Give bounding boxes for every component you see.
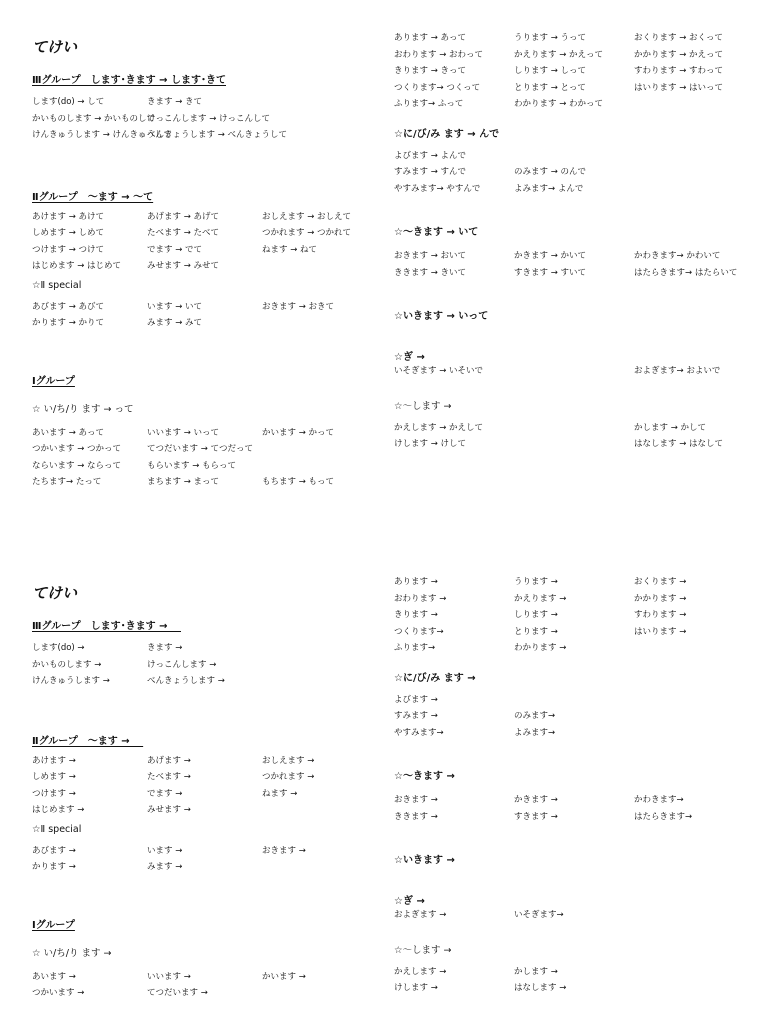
verb-row xyxy=(394,148,754,165)
verb-conjugation: おきます → おきて xyxy=(262,301,335,312)
verb-conjugation: とります → とって xyxy=(514,82,586,93)
verb-conjugation: かわきます→ xyxy=(634,795,684,805)
verb-row xyxy=(394,809,754,826)
verb-row xyxy=(394,436,754,453)
verb-conjugation xyxy=(262,673,377,690)
verb-row xyxy=(394,964,754,981)
shimasu-label: ☆～します → xyxy=(394,944,452,956)
verb-conjugation: します(do) → xyxy=(32,643,85,653)
verb-conjugation: ならいます → ならって xyxy=(32,460,122,471)
verb-conjugation: あげます → xyxy=(147,755,191,766)
verb-row xyxy=(32,441,377,458)
verb-conjugation: あいます → xyxy=(32,971,76,982)
verb-row xyxy=(32,458,377,475)
verb-conjugation: いいます → xyxy=(147,971,191,982)
group1-heading: Ⅰグループ xyxy=(32,919,75,931)
verb-row xyxy=(394,907,754,924)
verb-conjugation: します(do) → して xyxy=(32,97,105,107)
verb-conjugation: ふります→ ふって xyxy=(394,99,464,109)
verb-conjugation: すみます → すんで xyxy=(394,167,467,177)
verb-conjugation: はいります → xyxy=(634,626,687,637)
verb-conjugation: よみます→ xyxy=(514,727,556,738)
blank-right-column xyxy=(394,570,754,997)
verb-conjugation: おわります → xyxy=(394,593,447,604)
ikimasu-heading: ☆いきます → xyxy=(394,855,455,866)
verb-conjugation: みせます → xyxy=(147,805,191,815)
verb-conjugation: しります → しって xyxy=(514,66,587,76)
group3-rows xyxy=(32,94,377,144)
verb-conjugation: つかいます → つかって xyxy=(32,444,122,454)
verb-conjugation: おきます → xyxy=(262,845,306,856)
verb-row xyxy=(32,969,377,986)
verb-conjugation: かいものします → xyxy=(32,659,102,670)
verb-conjugation: つかれます → つかれて xyxy=(262,228,352,238)
page-title: てけい xyxy=(32,38,78,56)
verb-conjugation xyxy=(634,148,754,165)
verb-row xyxy=(394,574,754,591)
verb-row xyxy=(32,225,377,242)
verb-row xyxy=(32,802,377,819)
verb-conjugation: はたらきます→ はたらいて xyxy=(634,267,738,278)
verb-conjugation: よびます → よんで xyxy=(394,150,467,161)
verb-conjugation: わかります → わかって xyxy=(514,99,604,109)
ni-bi-mi-rows xyxy=(394,148,754,198)
verb-conjugation xyxy=(262,802,377,819)
verb-conjugation: わかります → xyxy=(514,643,567,653)
verb-conjugation: かします → xyxy=(514,966,558,977)
verb-row xyxy=(32,299,377,316)
ni-bi-mi-rows xyxy=(394,692,754,742)
ni-bi-mi-heading: ☆に/び/み ます → んで xyxy=(394,128,500,140)
ri-verbs-rows xyxy=(394,30,754,113)
verb-conjugation xyxy=(634,964,754,981)
group1-heading: Ⅰグループ xyxy=(32,375,75,387)
verb-row xyxy=(394,248,754,265)
verb-conjugation: すわります → すわって xyxy=(634,66,723,76)
ri-verbs-rows xyxy=(394,574,754,657)
verb-conjugation: でます → でて xyxy=(147,244,203,255)
verb-row xyxy=(32,258,377,275)
verb-conjugation: およぎます → xyxy=(394,910,447,920)
verb-conjugation: かります → xyxy=(32,862,76,872)
verb-conjugation: あびます → xyxy=(32,845,76,856)
verb-row xyxy=(32,425,377,442)
gi-heading: ☆ぎ → xyxy=(394,352,425,363)
group2-heading: Ⅱグループ ～ます → ～て xyxy=(32,191,154,203)
verb-conjugation xyxy=(262,258,377,275)
verb-row xyxy=(32,474,377,491)
verb-conjugation: かえします → かえして xyxy=(394,422,484,433)
verb-row xyxy=(32,673,377,690)
verb-row xyxy=(394,708,754,725)
verb-conjugation xyxy=(634,181,754,198)
verb-row xyxy=(394,725,754,742)
verb-conjugation: みます → xyxy=(147,862,183,872)
verb-conjugation: かいものします → かいものして xyxy=(32,113,156,124)
verb-row xyxy=(32,786,377,803)
verb-row xyxy=(394,980,754,997)
verb-conjugation: かかります → xyxy=(634,593,687,604)
verb-conjugation: しめます → しめて xyxy=(32,228,105,238)
verb-conjugation: かいます → xyxy=(262,971,306,982)
group1-rule: ☆ い/ち/り ます → って xyxy=(32,403,134,415)
verb-conjugation xyxy=(634,96,754,113)
verb-conjugation: おしえます → おしえて xyxy=(262,211,352,222)
verb-conjugation: もちます → もって xyxy=(262,477,335,487)
verb-conjugation: けんきゅうします → けんきゅうして xyxy=(32,130,173,140)
verb-conjugation: あびます → あびて xyxy=(32,301,105,312)
group3-heading: Ⅲグループ します･きます → xyxy=(32,621,181,632)
verb-conjugation: つけます → つけて xyxy=(32,244,105,255)
blank-left-column xyxy=(32,570,377,1002)
ki-rows xyxy=(394,792,754,825)
verb-conjugation: あります → あって xyxy=(394,33,466,43)
verb-conjugation: けします → けして xyxy=(394,439,467,449)
verb-row xyxy=(32,127,377,144)
verb-row xyxy=(394,591,754,608)
verb-conjugation xyxy=(634,725,754,742)
verb-conjugation: はじめます → xyxy=(32,805,85,815)
verb-row xyxy=(394,164,754,181)
verb-conjugation: みます → みて xyxy=(147,318,203,328)
verb-conjugation: みせます → みせて xyxy=(147,261,220,271)
ki-rows xyxy=(394,248,754,281)
verb-conjugation: はたらきます→ xyxy=(634,811,693,822)
verb-row xyxy=(32,657,377,674)
verb-conjugation: やすみます→ やすんで xyxy=(394,183,481,194)
group2-special-label: ☆Ⅱ special xyxy=(32,823,82,835)
verb-conjugation: かえります → かえって xyxy=(514,49,604,60)
verb-conjugation: つくります→ つくって xyxy=(394,82,481,93)
verb-conjugation: ききます → きいて xyxy=(394,267,467,278)
verb-conjugation: ねます → xyxy=(262,788,298,799)
ki-heading: ☆～きます → xyxy=(394,771,455,782)
verb-row xyxy=(394,607,754,624)
verb-row xyxy=(394,181,754,198)
verb-row xyxy=(32,209,377,226)
verb-conjugation: あけます → xyxy=(32,755,76,766)
verb-conjugation: まちます → まって xyxy=(147,477,220,487)
verb-row xyxy=(394,96,754,113)
verb-row xyxy=(394,692,754,709)
verb-conjugation: かえします → xyxy=(394,966,447,977)
verb-conjugation: はいります → はいって xyxy=(634,82,724,93)
group2-special-label: ☆Ⅱ special xyxy=(32,279,82,291)
verb-row xyxy=(32,94,377,111)
verb-conjugation: かきます → かいて xyxy=(514,251,587,261)
verb-conjugation: とります → xyxy=(514,626,558,637)
ki-heading: ☆～きます → いて xyxy=(394,227,479,238)
gi-rows xyxy=(394,363,754,380)
verb-conjugation xyxy=(262,315,377,332)
verb-conjugation xyxy=(634,980,754,997)
verb-conjugation xyxy=(262,985,377,1002)
verb-row xyxy=(32,843,377,860)
verb-conjugation xyxy=(634,164,754,181)
verb-conjugation xyxy=(634,708,754,725)
verb-conjugation xyxy=(262,111,377,128)
answer-left-column xyxy=(32,0,377,491)
verb-conjugation: あけます → あけて xyxy=(32,211,105,222)
group1-rule: ☆ い/ち/り ます → xyxy=(32,947,112,959)
group2-rows xyxy=(32,209,377,275)
verb-conjugation: はなします → xyxy=(514,983,567,993)
verb-conjugation: います → いて xyxy=(147,301,203,312)
verb-row xyxy=(394,80,754,97)
verb-row xyxy=(394,420,754,437)
verb-conjugation xyxy=(634,692,754,709)
verb-conjugation xyxy=(262,859,377,876)
group2-special-rows xyxy=(32,299,377,332)
group1-rows xyxy=(32,425,377,491)
verb-conjugation: およぎます→ およいで xyxy=(634,366,721,376)
verb-conjugation: きます → きて xyxy=(147,97,203,107)
verb-row xyxy=(32,111,377,128)
verb-conjugation: すきます → すいて xyxy=(514,267,587,278)
shimasu-label: ☆～します → xyxy=(394,400,452,412)
verb-conjugation: かいます → かって xyxy=(262,427,335,438)
verb-conjugation: けっこんします → けっこんして xyxy=(147,113,271,124)
verb-conjugation: うります → xyxy=(514,577,558,587)
verb-row xyxy=(394,63,754,80)
verb-conjugation: べんきょうします → xyxy=(147,676,225,686)
verb-conjugation xyxy=(514,148,634,165)
verb-conjugation: うります → うって xyxy=(514,33,587,43)
verb-conjugation: かかります → かえって xyxy=(634,49,724,60)
verb-conjugation: はなします → はなして xyxy=(634,439,724,449)
verb-conjugation: かします → かして xyxy=(634,422,707,433)
worksheet-blank xyxy=(0,570,768,1024)
verb-conjugation: つけます → xyxy=(32,788,76,799)
verb-conjugation xyxy=(514,363,634,380)
verb-conjugation: つかれます → xyxy=(262,772,315,782)
verb-conjugation: かえります → xyxy=(514,593,567,604)
verb-conjugation: かります → かりて xyxy=(32,318,105,328)
verb-conjugation: いいます → いって xyxy=(147,427,220,438)
verb-conjugation: やすみます→ xyxy=(394,727,444,738)
verb-conjugation xyxy=(262,458,377,475)
verb-conjugation: いそぎます→ xyxy=(514,910,564,920)
verb-conjugation xyxy=(634,640,754,657)
verb-row xyxy=(394,624,754,641)
gi-heading: ☆ぎ → xyxy=(394,896,425,907)
verb-row xyxy=(394,792,754,809)
verb-row xyxy=(32,769,377,786)
verb-row xyxy=(394,47,754,64)
verb-conjugation: かわきます→ かわいて xyxy=(634,251,721,261)
verb-conjugation xyxy=(514,436,634,453)
verb-conjugation: はじめます → はじめて xyxy=(32,261,122,271)
verb-conjugation: おきます → xyxy=(394,795,438,805)
verb-conjugation: つくります→ xyxy=(394,626,444,637)
verb-conjugation: あいます → あって xyxy=(32,427,104,438)
verb-row xyxy=(32,640,377,657)
verb-conjugation xyxy=(262,441,377,458)
verb-conjugation xyxy=(262,640,377,657)
verb-conjugation: もらいます → もらって xyxy=(147,460,237,471)
verb-conjugation: すわります → xyxy=(634,610,687,620)
group1-rows xyxy=(32,969,377,1002)
shimasu-rows xyxy=(394,964,754,997)
group3-rows xyxy=(32,640,377,690)
group2-rows xyxy=(32,753,377,819)
verb-conjugation: てつだいます → xyxy=(147,988,208,998)
verb-conjugation: つかいます → xyxy=(32,988,85,998)
verb-conjugation: けします → xyxy=(394,983,438,993)
shimasu-rows xyxy=(394,420,754,453)
verb-row xyxy=(32,985,377,1002)
verb-row xyxy=(32,859,377,876)
verb-conjugation: のみます→ xyxy=(514,711,556,721)
verb-conjugation: ききます → xyxy=(394,811,438,822)
verb-conjugation: おくります → おくって xyxy=(634,33,723,43)
page-title: てけい xyxy=(32,584,78,602)
verb-conjugation xyxy=(514,692,634,709)
verb-conjugation: たべます → たべて xyxy=(147,228,220,238)
verb-conjugation: しります → xyxy=(514,610,558,620)
verb-conjugation: すきます → xyxy=(514,811,558,822)
verb-conjugation: かきます → xyxy=(514,795,558,805)
verb-conjugation: きます → xyxy=(147,643,183,653)
verb-conjugation: おくります → xyxy=(634,577,687,587)
verb-conjugation: けんきゅうします → xyxy=(32,676,110,686)
verb-conjugation xyxy=(634,907,754,924)
verb-row xyxy=(32,753,377,770)
verb-row xyxy=(32,242,377,259)
verb-conjugation xyxy=(262,657,377,674)
verb-row xyxy=(394,30,754,47)
verb-conjugation: たべます → xyxy=(147,772,191,782)
answer-right-column xyxy=(394,0,754,453)
verb-conjugation: でます → xyxy=(147,788,183,799)
verb-conjugation xyxy=(262,127,377,144)
verb-row xyxy=(394,265,754,282)
verb-conjugation: います → xyxy=(147,845,183,856)
gi-rows xyxy=(394,907,754,924)
verb-conjugation: いそぎます → いそいで xyxy=(394,366,484,376)
verb-conjugation xyxy=(262,94,377,111)
verb-conjugation: あげます → あげて xyxy=(147,211,220,222)
verb-conjugation: よみます→ よんで xyxy=(514,183,584,194)
verb-row xyxy=(32,315,377,332)
verb-row xyxy=(394,363,754,380)
verb-conjugation: よびます → xyxy=(394,694,438,705)
ikimasu-heading: ☆いきます → いって xyxy=(394,311,489,322)
verb-conjugation: おわります → おわって xyxy=(394,49,483,60)
ni-bi-mi-heading: ☆に/び/み ます → xyxy=(394,672,476,684)
verb-conjugation: あります → xyxy=(394,577,438,587)
verb-row xyxy=(394,640,754,657)
verb-conjugation: おきます → おいて xyxy=(394,251,467,261)
verb-conjugation: てつだいます → てつだって xyxy=(147,444,254,454)
group2-heading: Ⅱグループ ～ます → xyxy=(32,735,144,747)
verb-conjugation: しめます → xyxy=(32,772,76,782)
verb-conjugation: きります → きって xyxy=(394,66,467,76)
verb-conjugation: きります → xyxy=(394,610,438,620)
group3-heading: Ⅲグループ します･きます → します･きて xyxy=(32,75,226,86)
group2-special-rows xyxy=(32,843,377,876)
verb-conjugation: けっこんします → xyxy=(147,659,217,670)
verb-conjugation: べんきょうします → べんきょうして xyxy=(147,130,288,140)
verb-conjugation xyxy=(514,420,634,437)
verb-conjugation: ねます → ねて xyxy=(262,244,317,255)
verb-conjugation: ふります→ xyxy=(394,643,436,653)
verb-conjugation: すみます → xyxy=(394,711,438,721)
verb-conjugation: たちます→ たって xyxy=(32,477,102,487)
verb-conjugation: おしえます → xyxy=(262,755,315,766)
verb-conjugation: のみます → のんで xyxy=(514,167,587,177)
